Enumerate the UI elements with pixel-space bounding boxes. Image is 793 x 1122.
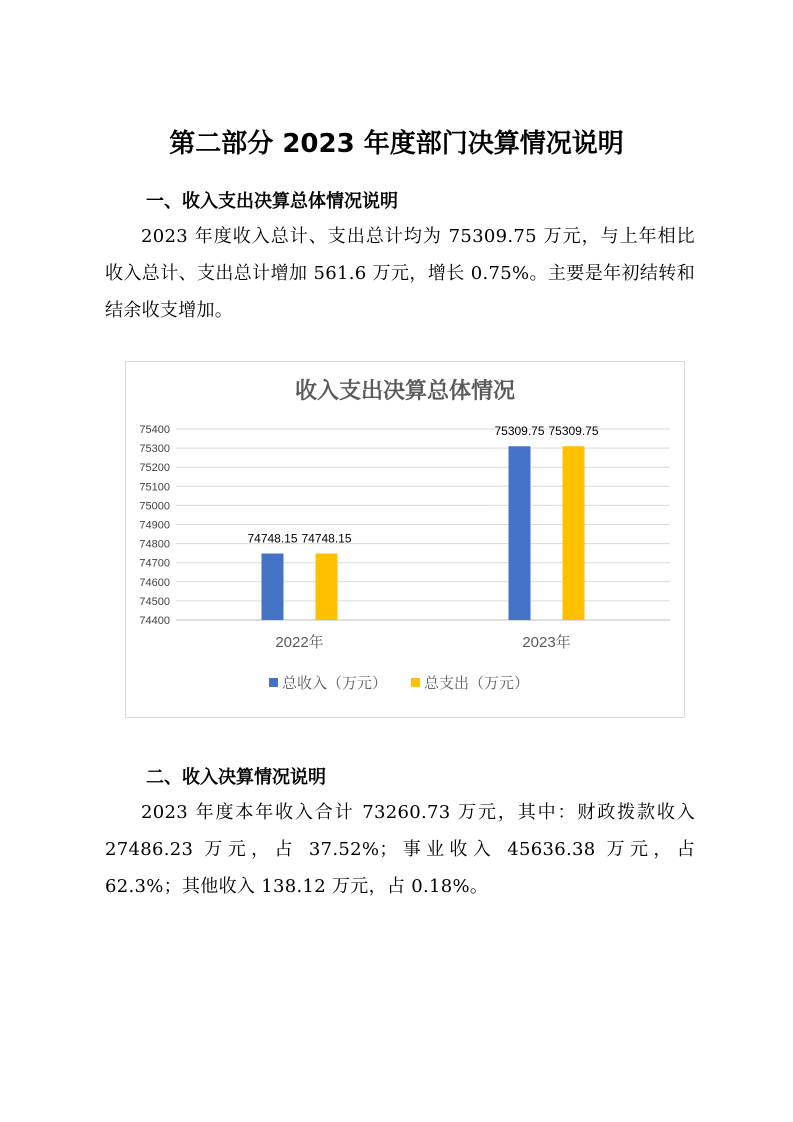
- data-label: 74748.15: [301, 531, 352, 546]
- data-label: 75309.75: [494, 424, 545, 439]
- y-tick-label: 75200: [139, 462, 170, 475]
- y-tick-label: 74800: [139, 538, 170, 551]
- chart-title: 收入支出决算总体情况: [294, 379, 516, 404]
- bar: [563, 446, 585, 620]
- y-tick-label: 74900: [139, 519, 170, 532]
- legend-swatch: [411, 678, 420, 687]
- section2-paragraph: 2023 年度本年收入合计 73260.73 万元，其中：财政拨款收入 27486.23 万元，占 37.52%；事业收入 45636.38 万元，占 62.3%；其他收入 138.12 万元，占 0.18%。: [105, 802, 695, 897]
- y-tick-label: 74600: [139, 576, 170, 589]
- y-tick-label: 74700: [139, 557, 170, 570]
- legend-label: 总支出（万元）: [424, 674, 530, 692]
- y-tick-label: 75100: [139, 481, 170, 494]
- data-label: 75309.75: [548, 424, 599, 439]
- section1-paragraph: 2023 年度收入总计、支出总计均为 75309.75 万元，与上年相比收入总计、支出总计增加 561.6 万元，增长 0.75%。主要是年初结转和结余收支增加。: [105, 226, 695, 321]
- section2-heading: 二、收入决算情况说明: [146, 767, 326, 788]
- bar-chart: [126, 362, 684, 717]
- y-tick-label: 74400: [139, 615, 170, 627]
- bar: [509, 446, 531, 620]
- legend-label: 总收入（万元）: [282, 674, 388, 692]
- section1-heading: 一、收入支出决算总体情况说明: [146, 191, 398, 212]
- page-title: 第二部分 2023 年度部门决算情况说明: [169, 129, 624, 159]
- chart-container: [125, 361, 685, 718]
- y-tick-label: 75400: [139, 424, 170, 436]
- y-tick-label: 75300: [139, 443, 170, 456]
- x-tick-label: 2023年: [522, 634, 571, 651]
- y-tick-label: 74500: [139, 595, 170, 608]
- y-tick-label: 75000: [139, 500, 170, 513]
- x-tick-label: 2022年: [275, 634, 324, 651]
- data-label: 74748.15: [247, 531, 298, 546]
- bar: [262, 554, 284, 620]
- legend-swatch: [269, 678, 278, 687]
- bar: [316, 554, 338, 620]
